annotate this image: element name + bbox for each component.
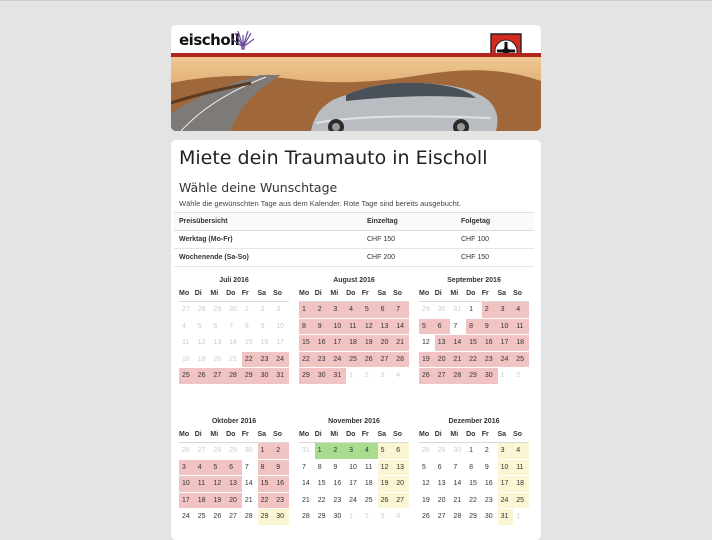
calendar-day-selected[interactable]: 4 bbox=[362, 443, 378, 460]
calendar-day-outside: 12 bbox=[195, 335, 211, 352]
section-subtitle: Wähle deine Wunschtage bbox=[179, 180, 338, 195]
calendar-day-booked: 16 bbox=[315, 335, 331, 352]
calendar-day-booked: 17 bbox=[498, 335, 514, 352]
calendar-month-juli bbox=[179, 275, 289, 385]
calendar-day[interactable]: 6 bbox=[435, 460, 451, 477]
calendar-day-booked: 30 bbox=[258, 368, 274, 385]
price-following-value: CHF 150 bbox=[456, 249, 534, 267]
calendar-day[interactable]: 8 bbox=[466, 460, 482, 477]
calendar-day-outside: 31 bbox=[450, 302, 466, 319]
calendar-day[interactable]: 19 bbox=[378, 476, 394, 493]
weekday-label: Di bbox=[194, 290, 202, 297]
calendar-day-booked: 11 bbox=[513, 319, 529, 336]
calendar-day-outside: 29 bbox=[435, 443, 451, 460]
calendar-day-booked: 25 bbox=[346, 352, 362, 369]
calendar-day-booked: 23 bbox=[315, 352, 331, 369]
calendar-day-outside: 15 bbox=[242, 335, 258, 352]
calendar-day-booked: 9 bbox=[315, 319, 331, 336]
weekday-label: Mi bbox=[450, 290, 459, 297]
calendar-day[interactable]: 11 bbox=[513, 460, 529, 477]
calendar-day[interactable]: 21 bbox=[299, 493, 315, 510]
month-name: Dezember 2016 bbox=[448, 418, 500, 425]
calendar-day-booked: 11 bbox=[346, 319, 362, 336]
calendar-day[interactable]: 24 bbox=[179, 509, 195, 526]
weekday-label: Mi bbox=[210, 431, 219, 438]
price-header-overview: Preisübersicht bbox=[174, 213, 362, 231]
calendar-day-booked: 20 bbox=[378, 335, 394, 352]
calendar-day-booked: 25 bbox=[513, 352, 529, 369]
calendar-day[interactable]: 28 bbox=[450, 509, 466, 526]
calendar-day-booked: 22 bbox=[466, 352, 482, 369]
calendar-day-outside: 20 bbox=[210, 352, 226, 369]
calendar-day[interactable]: 14 bbox=[242, 476, 258, 493]
calendar-day[interactable]: 7 bbox=[450, 319, 466, 336]
calendar-day[interactable]: 30 bbox=[273, 509, 289, 526]
weekday-header bbox=[419, 287, 529, 302]
calendar-day[interactable]: 30 bbox=[482, 509, 498, 526]
calendar-day-booked: 4 bbox=[195, 460, 211, 477]
calendar-day-booked: 17 bbox=[330, 335, 346, 352]
calendar-day-booked: 25 bbox=[179, 368, 195, 385]
price-table bbox=[174, 212, 534, 267]
day-grid bbox=[299, 443, 409, 526]
calendar-day-outside: 28 bbox=[210, 443, 226, 460]
calendar-day-booked: 19 bbox=[362, 335, 378, 352]
weekday-label: Fr bbox=[241, 290, 249, 297]
calendar-day-booked: 10 bbox=[330, 319, 346, 336]
calendar-day[interactable]: 7 bbox=[450, 460, 466, 477]
calendar-day-booked: 1 bbox=[258, 443, 274, 460]
weekday-header bbox=[299, 428, 409, 443]
calendar-day[interactable]: 21 bbox=[242, 493, 258, 510]
calendar-day[interactable]: 28 bbox=[299, 509, 315, 526]
calendar-day-booked: 10 bbox=[179, 476, 195, 493]
calendar-day[interactable]: 25 bbox=[195, 509, 211, 526]
calendar-day-booked: 18 bbox=[195, 493, 211, 510]
calendar-day[interactable]: 15 bbox=[466, 476, 482, 493]
calendar-day[interactable]: 16 bbox=[482, 476, 498, 493]
calendar-day[interactable]: 10 bbox=[346, 460, 362, 477]
calendar-day-outside: 30 bbox=[226, 302, 242, 319]
calendar-day-outside: 11 bbox=[179, 335, 195, 352]
calendar-day-outside: 2 bbox=[513, 368, 529, 385]
calendar-day-outside: 30 bbox=[435, 302, 451, 319]
calendar-day-outside: 2 bbox=[258, 302, 274, 319]
calendar-day[interactable]: 17 bbox=[498, 476, 514, 493]
calendar-day[interactable]: 1 bbox=[466, 443, 482, 460]
page-title: Miete dein Traumauto in Eischoll bbox=[179, 147, 488, 169]
weekday-label: Do bbox=[346, 290, 356, 297]
calendar-day-booked: 17 bbox=[179, 493, 195, 510]
calendar-month-august bbox=[299, 275, 409, 385]
month-name: November 2016 bbox=[328, 418, 380, 425]
month-name: Oktober 2016 bbox=[211, 418, 257, 425]
calendar-day[interactable]: 19 bbox=[419, 493, 435, 510]
calendar-day[interactable]: 13 bbox=[435, 476, 451, 493]
calendar-day-booked: 16 bbox=[482, 335, 498, 352]
weekday-label: Di bbox=[314, 431, 322, 438]
weekday-label: So bbox=[513, 431, 523, 438]
calendar-day[interactable]: 27 bbox=[393, 493, 409, 510]
calendar-day[interactable]: 20 bbox=[393, 476, 409, 493]
calendar-day[interactable]: 4 bbox=[513, 443, 529, 460]
weekday-label: Mo bbox=[419, 431, 430, 438]
weekday-label: Do bbox=[226, 290, 236, 297]
calendar-day-outside: 4 bbox=[179, 319, 195, 336]
day-grid bbox=[419, 443, 529, 526]
calendar-day-booked: 5 bbox=[419, 319, 435, 336]
month-name: August 2016 bbox=[333, 277, 375, 284]
weekday-label: Di bbox=[434, 290, 442, 297]
calendar-day-booked: 8 bbox=[466, 319, 482, 336]
calendar-day-booked: 6 bbox=[226, 460, 242, 477]
calendar-day[interactable]: 29 bbox=[466, 509, 482, 526]
calendar-day[interactable]: 14 bbox=[450, 476, 466, 493]
calendar-day[interactable]: 13 bbox=[393, 460, 409, 477]
weekday-label: So bbox=[513, 290, 523, 297]
calendar-day[interactable]: 10 bbox=[498, 460, 514, 477]
weekday-label: Fr bbox=[241, 431, 249, 438]
calendar-day-booked: 5 bbox=[210, 460, 226, 477]
calendar-day[interactable]: 16 bbox=[330, 476, 346, 493]
calendar-day-booked: 30 bbox=[482, 368, 498, 385]
calendar-day-booked: 22 bbox=[242, 352, 258, 369]
calendar-day-booked: 14 bbox=[393, 319, 409, 336]
calendar-day-outside: 14 bbox=[226, 335, 242, 352]
month-name: September 2016 bbox=[447, 277, 501, 284]
calendar-day-outside: 3 bbox=[378, 509, 394, 526]
calendar-day-booked: 26 bbox=[362, 352, 378, 369]
calendar-day-booked: 9 bbox=[482, 319, 498, 336]
site-logo[interactable]: eischoll bbox=[179, 31, 240, 49]
price-following-value: CHF 100 bbox=[456, 231, 534, 249]
calendar-day-booked: 12 bbox=[210, 476, 226, 493]
calendar-day-outside: 31 bbox=[299, 443, 315, 460]
calendar-day-booked: 13 bbox=[435, 335, 451, 352]
calendar-day-booked: 8 bbox=[299, 319, 315, 336]
calendar-day[interactable]: 8 bbox=[315, 460, 331, 477]
price-row-weekday bbox=[174, 231, 534, 249]
weekday-label: Do bbox=[346, 431, 356, 438]
weekday-label: Sa bbox=[257, 290, 266, 297]
calendar-day-booked: 22 bbox=[258, 493, 274, 510]
calendar-day[interactable]: 26 bbox=[378, 493, 394, 510]
calendar-day[interactable]: 23 bbox=[330, 493, 346, 510]
calendar-day-booked: 2 bbox=[482, 302, 498, 319]
weekday-label: Sa bbox=[257, 431, 266, 438]
weekday-label: Mi bbox=[330, 290, 339, 297]
calendar-day-selected[interactable]: 3 bbox=[346, 443, 362, 460]
calendar-day-outside: 8 bbox=[242, 319, 258, 336]
calendar-day-booked: 31 bbox=[330, 368, 346, 385]
calendar-day-booked: 23 bbox=[258, 352, 274, 369]
calendar-day-booked: 23 bbox=[482, 352, 498, 369]
calendar-day[interactable]: 21 bbox=[450, 493, 466, 510]
calendar-day-outside: 27 bbox=[195, 443, 211, 460]
weekday-label: Mi bbox=[330, 431, 339, 438]
price-row-weekend bbox=[174, 249, 534, 267]
calendar-day-outside: 29 bbox=[210, 302, 226, 319]
calendar-day-booked: 16 bbox=[273, 476, 289, 493]
calendar-day-outside: 30 bbox=[242, 443, 258, 460]
calendar-day[interactable]: 15 bbox=[315, 476, 331, 493]
calendar-day-outside: 1 bbox=[346, 509, 362, 526]
calendar-day[interactable]: 24 bbox=[498, 493, 514, 510]
calendar-day-booked: 5 bbox=[362, 302, 378, 319]
calendar-day[interactable]: 18 bbox=[513, 476, 529, 493]
calendar-month-dezember bbox=[419, 416, 529, 526]
main-content-card bbox=[171, 140, 541, 540]
price-row-label: Wochenende (Sa-So) bbox=[174, 249, 362, 267]
calendar-day-booked: 23 bbox=[273, 493, 289, 510]
calendar-day[interactable]: 9 bbox=[330, 460, 346, 477]
calendar-day-booked: 28 bbox=[393, 352, 409, 369]
calendar-day[interactable]: 7 bbox=[242, 460, 258, 477]
calendar-day-outside: 1 bbox=[513, 509, 529, 526]
calendar-month-november bbox=[299, 416, 409, 526]
calendar-day-outside: 19 bbox=[195, 352, 211, 369]
calendar-day[interactable]: 11 bbox=[362, 460, 378, 477]
weekday-header bbox=[179, 287, 289, 302]
weekday-header bbox=[419, 428, 529, 443]
calendar-day-outside: 5 bbox=[195, 319, 211, 336]
calendar-day-outside: 13 bbox=[210, 335, 226, 352]
calendar-day-outside: 17 bbox=[273, 335, 289, 352]
calendar-day[interactable]: 1 bbox=[466, 302, 482, 319]
calendar-day-booked: 18 bbox=[513, 335, 529, 352]
weekday-label: Mo bbox=[179, 431, 190, 438]
calendar-day-outside: 2 bbox=[362, 368, 378, 385]
weekday-label: Mo bbox=[419, 290, 430, 297]
calendar-day-selected[interactable]: 1 bbox=[315, 443, 331, 460]
calendar-day-booked: 20 bbox=[226, 493, 242, 510]
calendar-day[interactable]: 30 bbox=[330, 509, 346, 526]
calendar-day-outside: 10 bbox=[273, 319, 289, 336]
calendar-day[interactable]: 14 bbox=[299, 476, 315, 493]
calendar-day-booked: 8 bbox=[258, 460, 274, 477]
car-banner-image bbox=[171, 53, 541, 131]
instructions-text: Wähle die gewünschten Tage aus dem Kalender. Rote Tage sind bereits ausgebucht. bbox=[179, 199, 461, 208]
calendar-day-booked: 26 bbox=[195, 368, 211, 385]
calendar-day[interactable]: 25 bbox=[362, 493, 378, 510]
calendar-day-outside: 16 bbox=[258, 335, 274, 352]
calendar-day[interactable]: 12 bbox=[378, 460, 394, 477]
calendar-day[interactable]: 26 bbox=[210, 509, 226, 526]
calendar-day-booked: 24 bbox=[330, 352, 346, 369]
calendar-day-booked: 15 bbox=[258, 476, 274, 493]
calendar-day-outside: 28 bbox=[419, 443, 435, 460]
price-header-following: Folgetag bbox=[456, 213, 534, 231]
calendar-day-booked: 4 bbox=[513, 302, 529, 319]
calendar-day-booked: 28 bbox=[450, 368, 466, 385]
weekday-label: Mo bbox=[299, 290, 310, 297]
weekday-label: Sa bbox=[497, 431, 506, 438]
calendar-day-booked: 24 bbox=[273, 352, 289, 369]
weekday-label: Sa bbox=[377, 431, 386, 438]
weekday-label: Mo bbox=[299, 431, 310, 438]
calendar-day[interactable]: 12 bbox=[419, 476, 435, 493]
calendar-day-booked: 13 bbox=[226, 476, 242, 493]
price-single-value: CHF 150 bbox=[362, 231, 456, 249]
weekday-label: Do bbox=[226, 431, 236, 438]
calendar-day-booked: 27 bbox=[435, 368, 451, 385]
weekday-label: So bbox=[393, 431, 403, 438]
flower-logo-icon bbox=[229, 27, 257, 53]
price-table-header-row bbox=[174, 213, 534, 231]
calendar-day-booked: 4 bbox=[346, 302, 362, 319]
calendar-day-booked: 19 bbox=[210, 493, 226, 510]
weekday-label: Di bbox=[194, 431, 202, 438]
calendar-day-outside: 27 bbox=[179, 302, 195, 319]
calendar-day-outside: 3 bbox=[273, 302, 289, 319]
calendar-day-outside: 29 bbox=[419, 302, 435, 319]
calendar-day-booked: 14 bbox=[450, 335, 466, 352]
calendar-day-booked: 2 bbox=[315, 302, 331, 319]
weekday-label: So bbox=[273, 290, 283, 297]
calendar-day-booked: 9 bbox=[273, 460, 289, 477]
weekday-header bbox=[179, 428, 289, 443]
calendar-day[interactable]: 24 bbox=[346, 493, 362, 510]
month-name: Juli 2016 bbox=[219, 277, 249, 284]
weekday-label: So bbox=[393, 290, 403, 297]
calendar-day-outside: 9 bbox=[258, 319, 274, 336]
weekday-label: So bbox=[273, 431, 283, 438]
calendar-day[interactable]: 25 bbox=[513, 493, 529, 510]
calendar-day-outside: 3 bbox=[378, 368, 394, 385]
calendar-day[interactable]: 22 bbox=[466, 493, 482, 510]
calendar-day-booked: 3 bbox=[179, 460, 195, 477]
day-grid bbox=[419, 302, 529, 385]
calendar-day-booked: 24 bbox=[498, 352, 514, 369]
day-grid bbox=[179, 443, 289, 526]
calendar-day[interactable]: 12 bbox=[419, 335, 435, 352]
calendar-day[interactable]: 18 bbox=[362, 476, 378, 493]
calendar-day-outside: 1 bbox=[242, 302, 258, 319]
calendar-day[interactable]: 22 bbox=[315, 493, 331, 510]
weekday-label: Sa bbox=[497, 290, 506, 297]
calendar-day[interactable]: 5 bbox=[419, 460, 435, 477]
calendar-day-booked: 28 bbox=[226, 368, 242, 385]
calendar-day-booked: 29 bbox=[242, 368, 258, 385]
calendar-day[interactable]: 9 bbox=[482, 460, 498, 477]
browser-top-border bbox=[0, 0, 712, 1]
weekday-label: Mi bbox=[450, 431, 459, 438]
calendar-day-outside: 28 bbox=[195, 302, 211, 319]
calendar-day[interactable]: 29 bbox=[315, 509, 331, 526]
calendar-day-selected[interactable]: 2 bbox=[330, 443, 346, 460]
calendar-day-booked: 13 bbox=[378, 319, 394, 336]
calendar-day-booked: 29 bbox=[299, 368, 315, 385]
calendar-day-booked: 3 bbox=[498, 302, 514, 319]
calendar-day-outside: 4 bbox=[393, 509, 409, 526]
calendar-day-booked: 29 bbox=[466, 368, 482, 385]
calendar-day[interactable]: 27 bbox=[435, 509, 451, 526]
calendar-day-booked: 19 bbox=[419, 352, 435, 369]
weekday-label: Fr bbox=[361, 290, 369, 297]
calendar-day-outside: 1 bbox=[346, 368, 362, 385]
calendar-day-booked: 6 bbox=[378, 302, 394, 319]
price-single-value: CHF 200 bbox=[362, 249, 456, 267]
calendar-day-outside: 7 bbox=[226, 319, 242, 336]
calendar-day[interactable]: 2 bbox=[482, 443, 498, 460]
calendar-day[interactable]: 27 bbox=[226, 509, 242, 526]
calendar-day[interactable]: 29 bbox=[258, 509, 274, 526]
calendar-day[interactable]: 3 bbox=[498, 443, 514, 460]
calendar-day-outside: 29 bbox=[226, 443, 242, 460]
weekday-label: Do bbox=[466, 290, 476, 297]
weekday-label: Mi bbox=[210, 290, 219, 297]
weekday-header bbox=[299, 287, 409, 302]
calendar-month-september bbox=[419, 275, 529, 385]
day-grid bbox=[179, 302, 289, 385]
calendar-day-outside: 4 bbox=[393, 368, 409, 385]
weekday-label: Di bbox=[314, 290, 322, 297]
calendar-day-booked: 7 bbox=[393, 302, 409, 319]
calendar-day-booked: 18 bbox=[346, 335, 362, 352]
weekday-label: Fr bbox=[361, 431, 369, 438]
calendar-day-booked: 27 bbox=[210, 368, 226, 385]
calendar-day[interactable]: 31 bbox=[498, 509, 514, 526]
calendar-day-booked: 11 bbox=[195, 476, 211, 493]
calendar-day-booked: 12 bbox=[362, 319, 378, 336]
calendar-day-booked: 21 bbox=[393, 335, 409, 352]
calendar-day[interactable]: 17 bbox=[346, 476, 362, 493]
calendar-day[interactable]: 26 bbox=[419, 509, 435, 526]
calendar-month-oktober bbox=[179, 416, 289, 526]
calendar-day-booked: 31 bbox=[273, 368, 289, 385]
calendar-day-booked: 30 bbox=[315, 368, 331, 385]
weekday-label: Mo bbox=[179, 290, 190, 297]
weekday-label: Di bbox=[434, 431, 442, 438]
calendar-day-booked: 6 bbox=[435, 319, 451, 336]
price-row-label: Werktag (Mo-Fr) bbox=[174, 231, 362, 249]
day-grid bbox=[299, 302, 409, 385]
calendar-day-booked: 2 bbox=[273, 443, 289, 460]
calendar-day-booked: 1 bbox=[299, 302, 315, 319]
weekday-label: Sa bbox=[377, 290, 386, 297]
calendar-day-booked: 27 bbox=[378, 352, 394, 369]
weekday-label: Fr bbox=[481, 290, 489, 297]
calendar-day-booked: 20 bbox=[435, 352, 451, 369]
calendar-day-booked: 21 bbox=[450, 352, 466, 369]
road-and-car-illustration bbox=[171, 53, 541, 131]
calendar-day-outside: 1 bbox=[498, 368, 514, 385]
calendar-day[interactable]: 5 bbox=[378, 443, 394, 460]
calendar-day-outside: 30 bbox=[450, 443, 466, 460]
weekday-label: Do bbox=[466, 431, 476, 438]
calendar-day-booked: 22 bbox=[299, 352, 315, 369]
calendar-day-booked: 15 bbox=[299, 335, 315, 352]
calendar-day[interactable]: 6 bbox=[393, 443, 409, 460]
calendar-day-booked: 3 bbox=[330, 302, 346, 319]
calendar-day[interactable]: 20 bbox=[435, 493, 451, 510]
site-header bbox=[171, 25, 541, 131]
calendar-day[interactable]: 7 bbox=[299, 460, 315, 477]
calendar-day-outside: 21 bbox=[226, 352, 242, 369]
calendar-day-booked: 15 bbox=[466, 335, 482, 352]
calendar-day-outside: 18 bbox=[179, 352, 195, 369]
calendar-day-outside: 6 bbox=[210, 319, 226, 336]
calendar-day-booked: 26 bbox=[419, 368, 435, 385]
calendar-day-outside: 2 bbox=[362, 509, 378, 526]
weekday-label: Fr bbox=[481, 431, 489, 438]
calendar-day-outside: 26 bbox=[179, 443, 195, 460]
calendar-day[interactable]: 23 bbox=[482, 493, 498, 510]
calendar-day[interactable]: 28 bbox=[242, 509, 258, 526]
calendar-day-booked: 10 bbox=[498, 319, 514, 336]
price-header-single: Einzeltag bbox=[362, 213, 456, 231]
